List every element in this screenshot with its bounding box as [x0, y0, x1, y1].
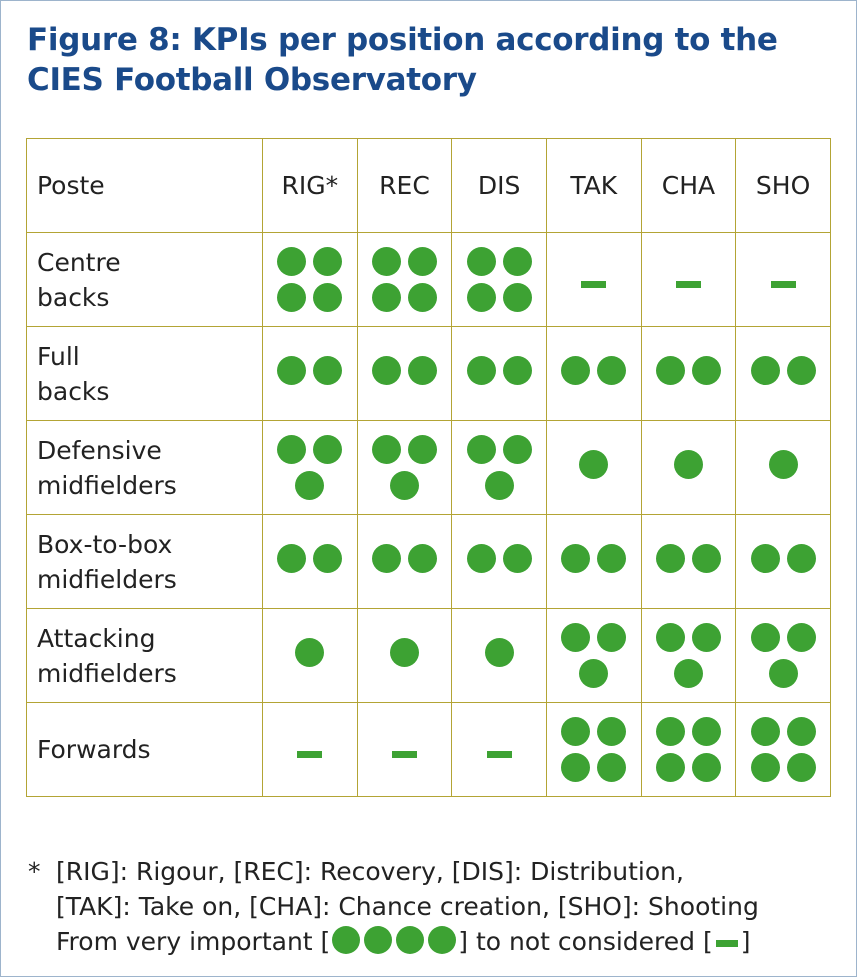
kpi-cell-tak [546, 515, 641, 609]
kpi-cell-rig [263, 421, 358, 515]
not-considered-dash [581, 281, 606, 288]
importance-dot [751, 356, 780, 385]
importance-dot [769, 450, 798, 479]
kpi-cell-sho [736, 327, 831, 421]
kpi-cell-cha [641, 421, 736, 515]
table-row [27, 421, 831, 515]
kpi-cell-rec [357, 703, 452, 797]
legend-very-important-label: From very important [ [56, 927, 331, 956]
importance-dots [561, 544, 627, 573]
importance-dot [561, 356, 590, 385]
figure-title: Figure 8: KPIs per position according to the CIES Football Observatory [27, 22, 778, 98]
kpi-cell-cha [641, 327, 736, 421]
importance-dot [561, 717, 590, 746]
table-row [27, 515, 831, 609]
importance-dot [692, 717, 721, 746]
importance-dot [751, 623, 780, 652]
importance-dots [561, 623, 627, 688]
importance-dot [503, 283, 532, 312]
legend-not-considered-label: ] to not considered [ [458, 927, 713, 956]
importance-dots [750, 356, 816, 385]
importance-dot [313, 435, 342, 464]
importance-dot [692, 544, 721, 573]
position-name-line-1: Forwards [37, 735, 151, 764]
importance-dots [277, 247, 343, 312]
position-name-line-2: backs [37, 376, 110, 406]
importance-dots [655, 544, 721, 573]
importance-dots [371, 356, 437, 385]
position-name [27, 703, 263, 797]
importance-dot [313, 283, 342, 312]
importance-dot [692, 623, 721, 652]
importance-dot [295, 638, 324, 667]
column-header-sho: SHO [736, 139, 831, 233]
kpi-cell-rig [263, 327, 358, 421]
position-name [27, 421, 263, 515]
importance-dots [371, 544, 437, 573]
importance-dot [674, 659, 703, 688]
importance-dot [467, 544, 496, 573]
table-header-row [27, 139, 831, 233]
importance-dot [769, 659, 798, 688]
importance-dot [408, 356, 437, 385]
kpi-cell-rig [263, 703, 358, 797]
importance-dot [656, 753, 685, 782]
importance-dot [467, 283, 496, 312]
importance-dot [503, 247, 532, 276]
kpi-cell-tak [546, 233, 641, 327]
importance-dot [597, 623, 626, 652]
kpi-cell-rig [263, 609, 358, 703]
position-name-line-1: Attacking [37, 623, 156, 653]
column-header-cha: CHA [641, 139, 736, 233]
importance-dots [277, 356, 343, 385]
position-name [27, 609, 263, 703]
importance-dot [313, 247, 342, 276]
position-name [27, 233, 263, 327]
importance-dot [485, 638, 514, 667]
legend-dot [428, 926, 456, 954]
importance-dot [579, 659, 608, 688]
importance-dots [466, 544, 532, 573]
importance-dot [277, 356, 306, 385]
column-header-dis: DIS [452, 139, 547, 233]
importance-dot [597, 544, 626, 573]
legend-dot [332, 926, 360, 954]
importance-dot [408, 544, 437, 573]
importance-dot [503, 356, 532, 385]
importance-dot [372, 356, 401, 385]
position-name-line-1: Full [37, 341, 80, 371]
importance-dot [597, 717, 626, 746]
importance-dots [371, 435, 437, 500]
legend-not-considered-dash [716, 940, 738, 947]
importance-dots [371, 247, 437, 312]
legend-line-1: [RIG]: Rigour, [REC]: Recovery, [DIS]: Distribution, [56, 857, 684, 886]
importance-dots [561, 356, 627, 385]
kpi-cell-rec [357, 515, 452, 609]
importance-dot [656, 717, 685, 746]
importance-dot [295, 471, 324, 500]
legend-very-important-dots [330, 927, 458, 956]
importance-dots [277, 638, 343, 667]
importance-dot [503, 544, 532, 573]
legend-close-bracket: ] [740, 927, 751, 956]
kpi-cell-rec [357, 609, 452, 703]
position-name-line-1: Box-to-box [37, 529, 173, 559]
kpi-cell-dis [452, 515, 547, 609]
column-header-rec: REC [357, 139, 452, 233]
table-row [27, 703, 831, 797]
position-name-line-2: midfielders [37, 470, 177, 500]
kpi-cell-dis [452, 233, 547, 327]
column-header-poste: Poste [27, 139, 263, 233]
importance-dots [466, 356, 532, 385]
importance-dots [466, 247, 532, 312]
importance-dot [561, 623, 590, 652]
kpi-cell-dis [452, 703, 547, 797]
position-name-line-2: midfielders [37, 564, 177, 594]
kpi-cell-dis [452, 609, 547, 703]
importance-dot [787, 356, 816, 385]
kpi-cell-cha [641, 703, 736, 797]
importance-dot [467, 356, 496, 385]
importance-dot [656, 623, 685, 652]
kpi-cell-sho [736, 703, 831, 797]
importance-dot [751, 544, 780, 573]
importance-dots [750, 717, 816, 782]
importance-dots [277, 435, 343, 500]
importance-dots [750, 623, 816, 688]
importance-dot [372, 247, 401, 276]
importance-dot [656, 356, 685, 385]
kpi-cell-sho [736, 233, 831, 327]
importance-dot [597, 356, 626, 385]
importance-dots [561, 450, 627, 479]
importance-dot [313, 356, 342, 385]
importance-dot [561, 753, 590, 782]
table-row [27, 327, 831, 421]
importance-dot [787, 544, 816, 573]
kpi-cell-cha [641, 233, 736, 327]
column-header-rig: RIG* [263, 139, 358, 233]
kpi-cell-sho [736, 421, 831, 515]
importance-dot [390, 471, 419, 500]
importance-dot [372, 435, 401, 464]
kpi-cell-cha [641, 515, 736, 609]
kpi-cell-rec [357, 233, 452, 327]
importance-dots [655, 717, 721, 782]
table-row [27, 233, 831, 327]
importance-dot [787, 623, 816, 652]
importance-dots [466, 638, 532, 667]
importance-dot [579, 450, 608, 479]
position-name [27, 327, 263, 421]
not-considered-dash [392, 751, 417, 758]
importance-dot [372, 283, 401, 312]
importance-dot [408, 283, 437, 312]
kpi-cell-tak [546, 703, 641, 797]
importance-dot [277, 435, 306, 464]
kpi-table [26, 138, 831, 797]
importance-dot [751, 753, 780, 782]
importance-dot [485, 471, 514, 500]
importance-dots [466, 435, 532, 500]
importance-dots [655, 356, 721, 385]
legend-line-3 [28, 924, 828, 959]
importance-dots [655, 623, 721, 688]
importance-dot [751, 717, 780, 746]
not-considered-dash [297, 751, 322, 758]
kpi-cell-sho [736, 515, 831, 609]
column-header-tak: TAK [546, 139, 641, 233]
kpi-cell-dis [452, 327, 547, 421]
importance-dots [371, 638, 437, 667]
importance-dots [750, 450, 816, 479]
importance-dot [467, 247, 496, 276]
kpi-cell-sho [736, 609, 831, 703]
importance-dots [277, 544, 343, 573]
importance-dot [408, 247, 437, 276]
importance-dot [787, 717, 816, 746]
not-considered-dash [676, 281, 701, 288]
legend [28, 854, 828, 959]
importance-dot [408, 435, 437, 464]
importance-dot [277, 247, 306, 276]
importance-dot [467, 435, 496, 464]
position-name-line-1: Centre [37, 247, 121, 277]
kpi-cell-tak [546, 327, 641, 421]
importance-dot [277, 544, 306, 573]
position-name-line-1: Defensive [37, 435, 162, 465]
importance-dots [561, 717, 627, 782]
kpi-cell-tak [546, 421, 641, 515]
legend-footnote-mark: * [28, 857, 41, 886]
importance-dot [372, 544, 401, 573]
kpi-cell-dis [452, 421, 547, 515]
not-considered-dash [487, 751, 512, 758]
kpi-cell-cha [641, 609, 736, 703]
importance-dot [277, 283, 306, 312]
legend-line-2: [TAK]: Take on, [CHA]: Chance creation, [SHO]: Shooting [56, 892, 759, 921]
importance-dot [597, 753, 626, 782]
kpi-cell-rec [357, 421, 452, 515]
position-name [27, 515, 263, 609]
table-row [27, 609, 831, 703]
importance-dot [656, 544, 685, 573]
importance-dot [390, 638, 419, 667]
importance-dot [503, 435, 532, 464]
kpi-cell-rig [263, 515, 358, 609]
importance-dot [692, 753, 721, 782]
kpi-cell-tak [546, 609, 641, 703]
importance-dot [313, 544, 342, 573]
not-considered-dash [771, 281, 796, 288]
importance-dots [655, 450, 721, 479]
kpi-cell-rec [357, 327, 452, 421]
importance-dot [561, 544, 590, 573]
importance-dots [750, 544, 816, 573]
importance-dot [674, 450, 703, 479]
importance-dot [692, 356, 721, 385]
importance-dot [787, 753, 816, 782]
position-name-line-2: backs [37, 282, 110, 312]
legend-dot [396, 926, 424, 954]
position-name-line-2: midfielders [37, 658, 177, 688]
legend-dot [364, 926, 392, 954]
kpi-cell-rig [263, 233, 358, 327]
